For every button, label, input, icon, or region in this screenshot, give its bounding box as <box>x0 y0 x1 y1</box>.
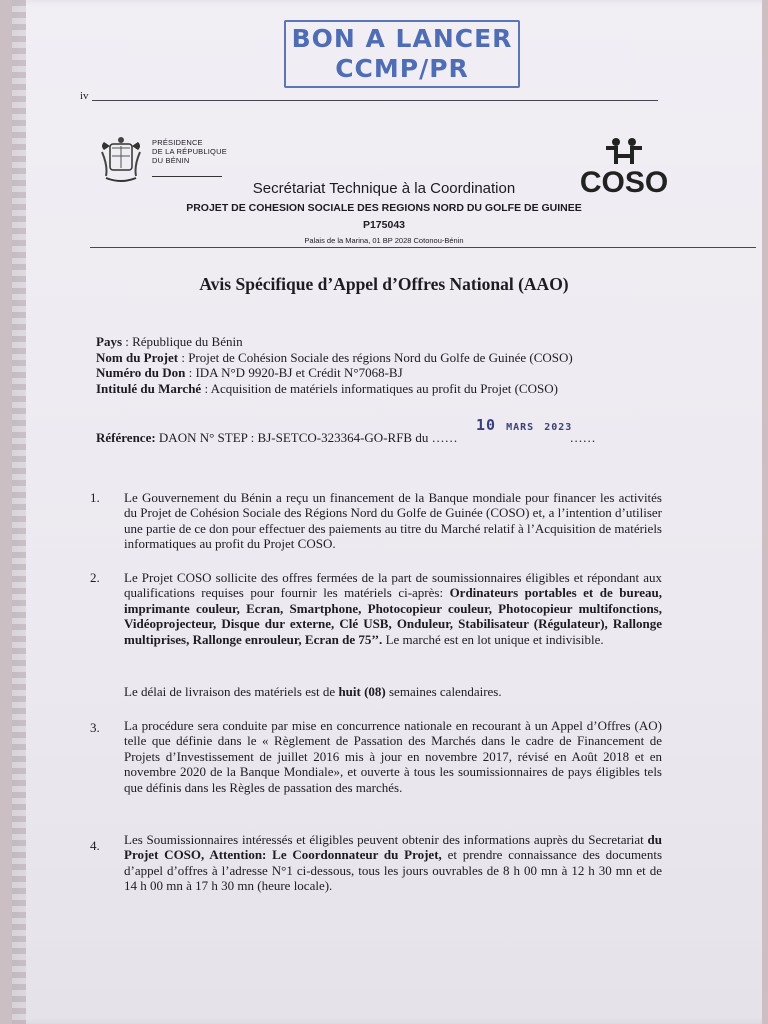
info-label: Pays <box>96 334 122 349</box>
info-value: : Acquisition de matériels informatiques au profit du Projet (COSO) <box>201 380 558 396</box>
page-number: iv <box>80 90 89 102</box>
coso-logo-text: COSO <box>579 166 669 196</box>
header-divider <box>90 247 756 248</box>
approval-stamp <box>284 20 520 88</box>
paragraph-4 <box>124 832 662 894</box>
delay-value: huit (08) <box>338 684 386 699</box>
paragraph-number: 3. <box>90 720 100 735</box>
p2-text: Le Projet COSO sollicite des offres fermées de la part de soumissionnaires éligibles et répondant aux qualifications requises pour fournir les matériels ci-après: <box>124 570 662 601</box>
presidency-line-2: DE LA RÉPUBLIQUE <box>152 147 227 156</box>
presidency-label <box>152 138 227 165</box>
secretariat-title: Secrétariat Technique à la Coordination <box>252 180 516 197</box>
presidency-line-3: DU BÉNIN <box>152 156 190 165</box>
reference-value: DAON N° STEP : BJ-SETCO-323364-GO-RFB du …… <box>155 430 458 445</box>
paragraph-2 <box>124 570 662 647</box>
project-info <box>96 334 573 396</box>
paragraph-3: La procédure sera conduite par mise en concurrence nationale en recourant à un Appel d’Offres (AO) telle que définie dans le « Règlement de Passation des Marchés dans le cadre de Financement de Projets d’Investissement de juillet 2016 mis à jour en novembre 2017, révisé en Août 2018 et en novembre 2020 de la Banque Mondiale», et ouverte à tous les soumissionnaires de pays éligibles tels que définis dans les Règles de passation des marchés. <box>124 718 662 795</box>
reference-date-stamp <box>476 416 572 434</box>
stamp-line-2: CCMP/PR <box>335 54 469 83</box>
reference-trail: …… <box>569 430 596 445</box>
info-label: Nom du Projet <box>96 349 179 365</box>
spiral-binding <box>12 0 26 1024</box>
p4-tail: et prendre connaissance des documents d’appel d’offres à l’adresse N°1 ci-dessous, tous les jours ouvrables de 8 h 00 mn à 12 h 30 mn et de 14 h 00 mn à 17 h 30 mn (heure locale). <box>124 847 662 894</box>
date-day: 10 <box>476 416 497 434</box>
stamp-line-1: BON A LANCER <box>291 24 513 53</box>
presidency-underline <box>152 176 222 177</box>
reference-label: Référence: <box>96 430 156 445</box>
p4-contact: du Projet COSO, Attention: Le Coordonnateur du Projet, <box>124 832 662 863</box>
delivery-delay <box>124 684 662 699</box>
info-value: : République du Bénin <box>122 334 243 349</box>
paragraph-1: Le Gouvernement du Bénin a reçu un financement de la Banque mondiale pour financer les activités du Projet de Cohésion Sociale des Régions Nord du Golfe de Guinée (COSO) et, a l’intention d’utiliser une partie de ce don pour effectuer des paiements au titre du Marché relatif à l’Acquisition de matériels informatiques au profit du Projet COSO. <box>124 490 662 552</box>
presidency-line-1: PRÉSIDENCE <box>152 138 203 147</box>
info-row <box>96 381 573 397</box>
paragraph-number: 1. <box>90 490 100 505</box>
p4-text: Les Soumissionnaires intéressés et éligibles peuvent obtenir des informations auprès du Secretariat <box>124 832 648 847</box>
project-number: P175043 <box>362 219 406 231</box>
document-title: Avis Spécifique d’Appel d’Offres National (AAO) <box>199 274 569 294</box>
delay-unit: semaines calendaires. <box>385 684 502 699</box>
paragraph-number: 2. <box>90 570 100 585</box>
info-label: Numéro du Don <box>96 365 186 380</box>
benin-coat-of-arms-icon <box>98 136 144 186</box>
date-year: 2023 <box>544 422 573 433</box>
project-name: PROJET DE COHESION SOCIALE DES REGIONS NORD DU GOLFE DE GUINEE <box>186 202 582 214</box>
address: Palais de la Marina, 01 BP 2028 Cotonou-Bénin <box>304 236 464 245</box>
paragraph-number: 4. <box>90 838 100 853</box>
p2-items: Ordinateurs portables et de bureau, imprimante couleur, Ecran, Smartphone, Photocopieur couleur, Photocopieur multifonctions, Vidéoprojecteur, Disque dur externe, Clé USB, Onduleur, Stabilisateur (Régulateur), Rallonge multiprises, Rallonge enrouleur, Ecran de 75’’. <box>124 585 662 647</box>
info-row <box>96 334 573 350</box>
info-value: : Projet de Cohésion Sociale des régions Nord du Golfe de Guinée (COSO) <box>178 349 573 365</box>
top-divider <box>92 100 658 101</box>
delay-text: Le délai de livraison des matériels est de <box>124 684 339 699</box>
p2-tail: Le marché est en lot unique et indivisible. <box>382 631 604 647</box>
date-month: MARS <box>506 422 535 433</box>
info-row <box>96 365 573 381</box>
info-label: Intitulé du Marché <box>96 380 202 396</box>
info-value: : IDA N°D 9920-BJ et Crédit N°7068-BJ <box>185 365 403 380</box>
info-row <box>96 350 573 366</box>
